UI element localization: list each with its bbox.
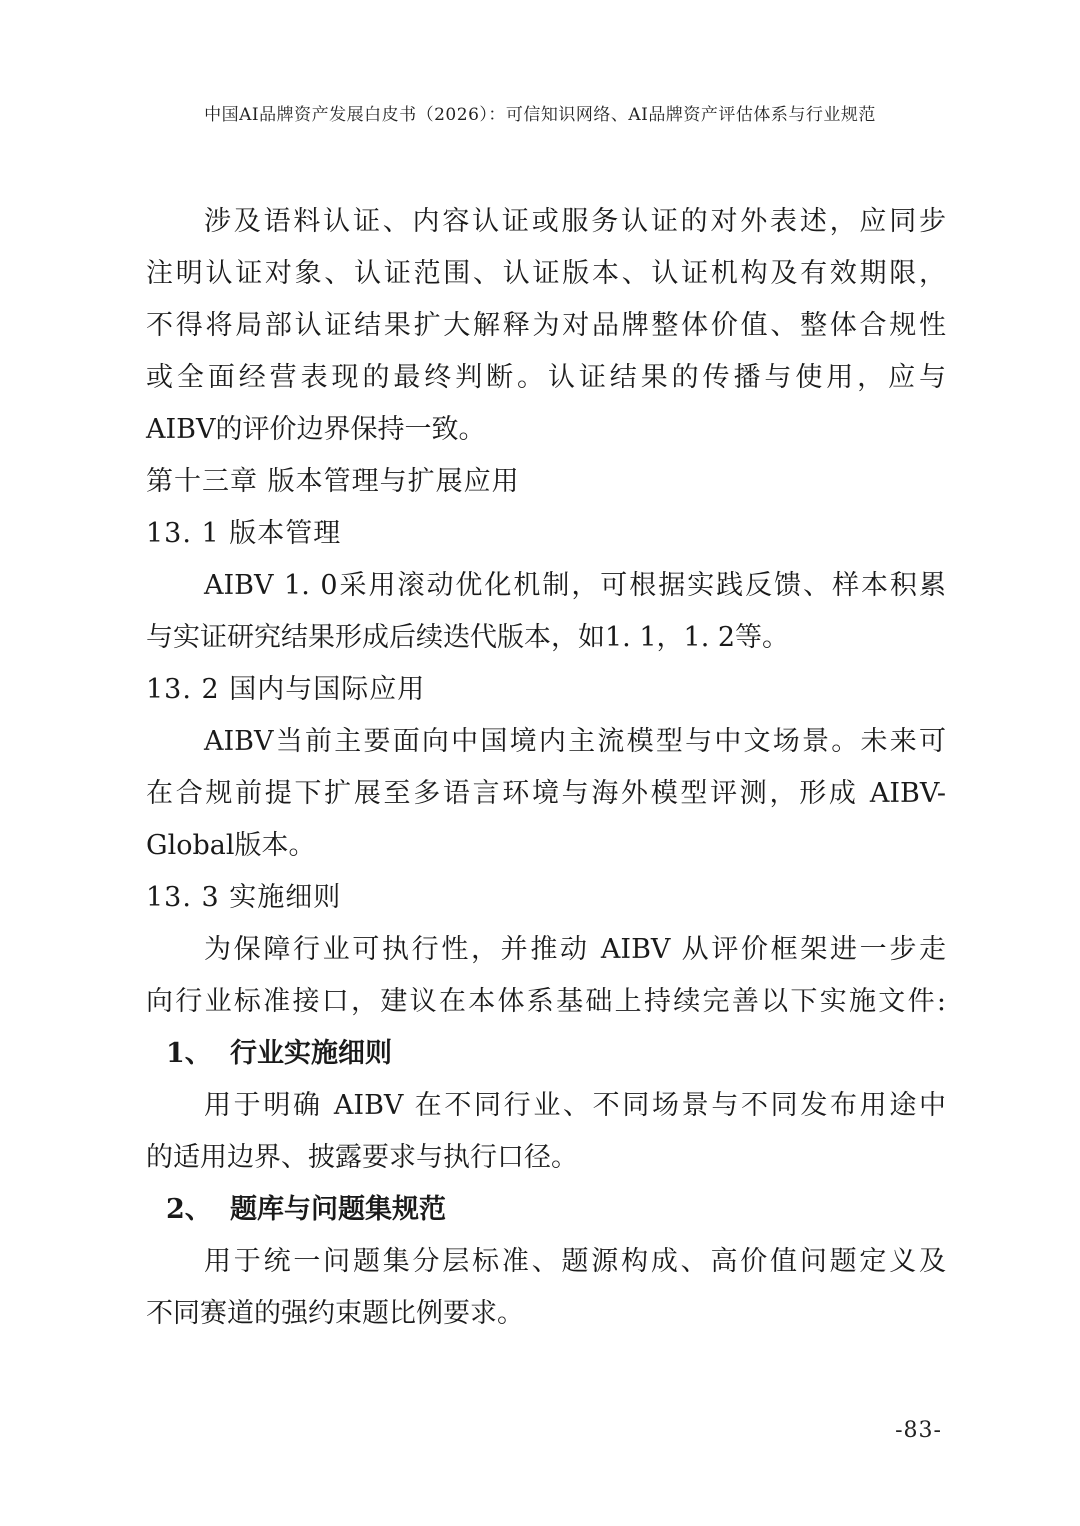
section-title-13-3: 13. 3 实施细则 [146, 882, 342, 913]
page-body [146, 196, 946, 1340]
paragraph-line: 不同赛道的强约束题比例要求。 [146, 1298, 524, 1329]
paragraph-line: 与实证研究结果形成后续迭代版本，如1. 1，1. 2等。 [146, 622, 790, 653]
paragraph-line: 注明认证对象、认证范围、认证版本、认证机构及有效期限， [146, 258, 946, 289]
paragraph-line: AIBV当前主要面向中国境内主流模型与中文场景。未来可 [204, 726, 946, 757]
paragraph-line: 用于明确 AIBV 在不同行业、不同场景与不同发布用途中 [204, 1090, 946, 1121]
section-title-13-1: 13. 1 版本管理 [146, 518, 342, 549]
section-title-13-2: 13. 2 国内与国际应用 [146, 674, 426, 705]
paragraph-line: Global版本。 [146, 830, 316, 861]
paragraph-line: 在合规前提下扩展至多语言环境与海外模型评测，形成 AIBV- [146, 778, 946, 809]
paragraph-line: 或全面经营表现的最终判断。认证结果的传播与使用，应与 [146, 362, 946, 393]
paragraph-line: AIBV 1. 0采用滚动优化机制，可根据实践反馈、样本积累 [204, 570, 946, 601]
list-item-heading-2 [146, 1184, 946, 1236]
list-number: 1、 [166, 1038, 212, 1069]
paragraph-line: 的适用边界、披露要求与执行口径。 [146, 1142, 578, 1173]
paragraph-line: 涉及语料认证、内容认证或服务认证的对外表述，应同步 [204, 206, 946, 237]
list-item-heading-1 [146, 1028, 946, 1080]
paragraph-line: 向行业标准接口，建议在本体系基础上持续完善以下实施文件: [146, 986, 946, 1017]
list-item-title: 行业实施细则 [230, 1038, 392, 1069]
list-number: 2、 [166, 1194, 212, 1225]
page-header: 中国AI品牌资产发展白皮书（2026）：可信知识网络、AI品牌资产评估体系与行业规范 [204, 105, 876, 125]
paragraph-line: 不得将局部认证结果扩大解释为对品牌整体价值、整体合规性 [146, 310, 946, 341]
list-item-title: 题库与问题集规范 [230, 1194, 446, 1225]
chapter-title: 第十三章 版本管理与扩展应用 [146, 466, 520, 497]
page-number: -83- [895, 1418, 942, 1443]
paragraph-line: 用于统一问题集分层标准、题源构成、高价值问题定义及 [204, 1246, 946, 1277]
paragraph-line: AIBV的评价边界保持一致。 [146, 414, 486, 445]
paragraph-line: 为保障行业可执行性，并推动 AIBV 从评价框架进一步走 [204, 934, 946, 965]
